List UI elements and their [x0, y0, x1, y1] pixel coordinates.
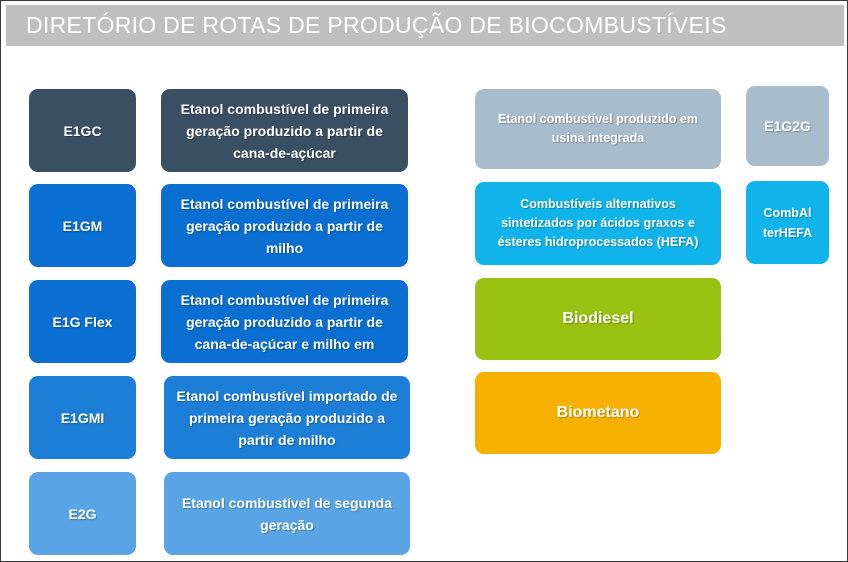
route-code-e1gc[interactable]: E1GC — [29, 89, 136, 172]
route-code-line2: terHEFA — [762, 225, 813, 240]
route-code-e1g-flex[interactable]: E1G Flex — [29, 280, 136, 363]
route-code-e2g[interactable]: E2G — [29, 472, 136, 555]
route-biometano[interactable]: Biometano — [475, 372, 721, 454]
route-code-e1gm[interactable]: E1GM — [29, 184, 136, 267]
route-desc-combalterhefa[interactable]: Combustíveis alternativos sintetizados por ácidos graxos e ésteres hidroprocessados (HEFA) — [475, 182, 721, 265]
route-desc-e1gc[interactable]: Etanol combustível de primeira geração produzido a partir de cana-de-açúcar — [161, 89, 408, 172]
route-desc-e1g-flex[interactable]: Etanol combustível de primeira geração produzido a partir de cana-de-açúcar e milho em — [161, 280, 408, 363]
route-code-e1g2g[interactable]: E1G2G — [746, 86, 829, 166]
route-desc-e1g2g[interactable]: Etanol combustível produzido em usina integrada — [475, 89, 721, 169]
route-code-e1gmi[interactable]: E1GMI — [29, 376, 136, 459]
route-desc-e1gm[interactable]: Etanol combustível de primeira geração produzido a partir de milho — [161, 184, 408, 267]
route-biodiesel[interactable]: Biodiesel — [475, 278, 721, 360]
route-desc-e1gmi[interactable]: Etanol combustível importado de primeira geração produzido a partir de milho — [164, 376, 410, 459]
page-title: DIRETÓRIO DE ROTAS DE PRODUÇÃO DE BIOCOMBUSTÍVEIS — [6, 5, 844, 46]
route-desc-e2g[interactable]: Etanol combustível de segunda geração — [164, 472, 410, 555]
route-code-line1: CombAl — [763, 205, 812, 220]
route-code-combalterhefa[interactable] — [746, 181, 829, 264]
